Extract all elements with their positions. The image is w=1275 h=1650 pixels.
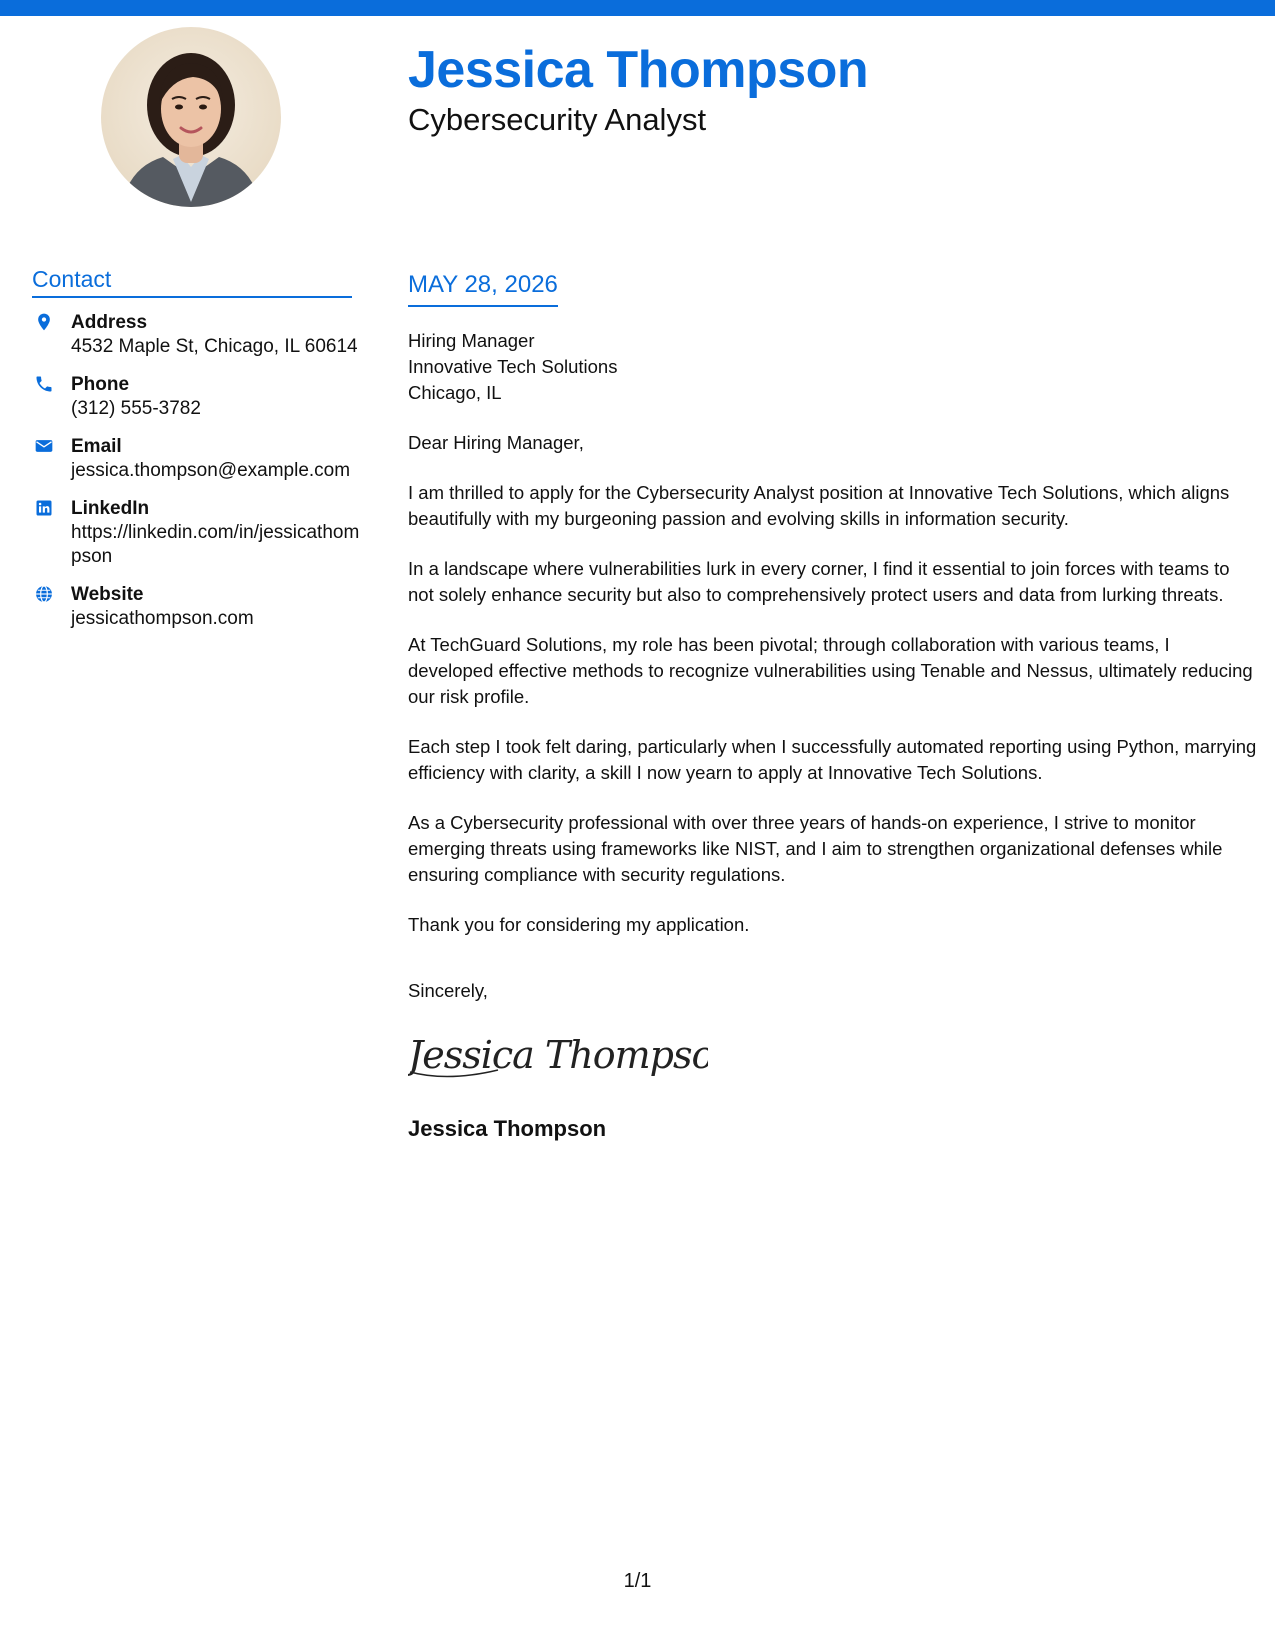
contact-label: LinkedIn xyxy=(71,498,150,519)
linkedin-icon xyxy=(34,498,54,518)
letter-body xyxy=(408,328,1258,1142)
contact-item-phone xyxy=(32,372,362,421)
contact-label: Website xyxy=(71,584,144,605)
applicant-name: Jessica Thompson xyxy=(408,41,869,99)
letter-paragraph: As a Cybersecurity professional with over three years of hands-on experience, I strive to monitor emerging threats using frameworks like NIST, and I aim to strengthen organizational defenses while ensuring compliance with security regulations. xyxy=(408,812,1223,885)
signer-name: Jessica Thompson xyxy=(408,1116,607,1141)
contact-item-website xyxy=(32,582,362,631)
phone-icon xyxy=(34,374,54,394)
contact-value[interactable]: https://linkedin.com/in/jessicathompson xyxy=(71,522,360,567)
map-pin-icon xyxy=(34,312,54,332)
recipient-line: Hiring Manager xyxy=(408,330,535,351)
recipient-block xyxy=(408,328,1258,406)
contact-value: 4532 Maple St, Chicago, IL 60614 xyxy=(71,336,358,357)
contact-label: Address xyxy=(71,312,148,333)
signature-text: Jessica Thompson xyxy=(408,1033,708,1077)
letter-paragraph: Each step I took felt daring, particularly when I successfully automated reporting using Python, marrying efficiency with clarity, a skill I now yearn to apply at Innovative Tech Solutions. xyxy=(408,736,1257,783)
contact-label: Phone xyxy=(71,374,130,395)
letter-paragraph: In a landscape where vulnerabilities lurk in every corner, I find it essential to join forces with teams to not solely enhance security but also to comprehensively protect users and data from lurking threats. xyxy=(408,558,1230,605)
recipient-line: Innovative Tech Solutions xyxy=(408,356,618,377)
contact-value[interactable]: jessicathompson.com xyxy=(71,608,254,629)
profile-photo xyxy=(101,27,281,207)
top-accent-bar xyxy=(0,0,1275,16)
contact-value: (312) 555-3782 xyxy=(71,398,201,419)
letter-paragraph: At TechGuard Solutions, my role has been pivotal; through collaboration with various teams, I developed effective methods to recognize vulnerabilities using Tenable and Nessus, ultimately reducing our risk profile. xyxy=(408,634,1253,707)
salutation: Dear Hiring Manager, xyxy=(408,432,584,453)
page-number: 1/1 xyxy=(623,1570,652,1592)
globe-icon xyxy=(34,584,54,604)
contact-heading: Contact xyxy=(32,266,352,298)
contact-value: jessica.thompson@example.com xyxy=(71,460,351,481)
recipient-line: Chicago, IL xyxy=(408,382,502,403)
contact-item-email xyxy=(32,434,362,483)
contact-label: Email xyxy=(71,436,122,457)
letter-paragraph: I am thrilled to apply for the Cybersecurity Analyst position at Innovative Tech Solutions, which aligns beautifully with my burgeoning passion and evolving skills in information security. xyxy=(408,482,1230,529)
contact-item-linkedin xyxy=(32,496,362,569)
signature-image xyxy=(408,1020,708,1090)
letter-paragraph: Thank you for considering my application. xyxy=(408,914,750,935)
envelope-icon xyxy=(34,436,54,456)
job-title: Cybersecurity Analyst xyxy=(408,102,707,137)
contact-list xyxy=(32,310,362,644)
contact-item-address xyxy=(32,310,362,359)
closing: Sincerely, xyxy=(408,980,488,1001)
letter-date: MAY 28, 2026 xyxy=(408,271,558,307)
